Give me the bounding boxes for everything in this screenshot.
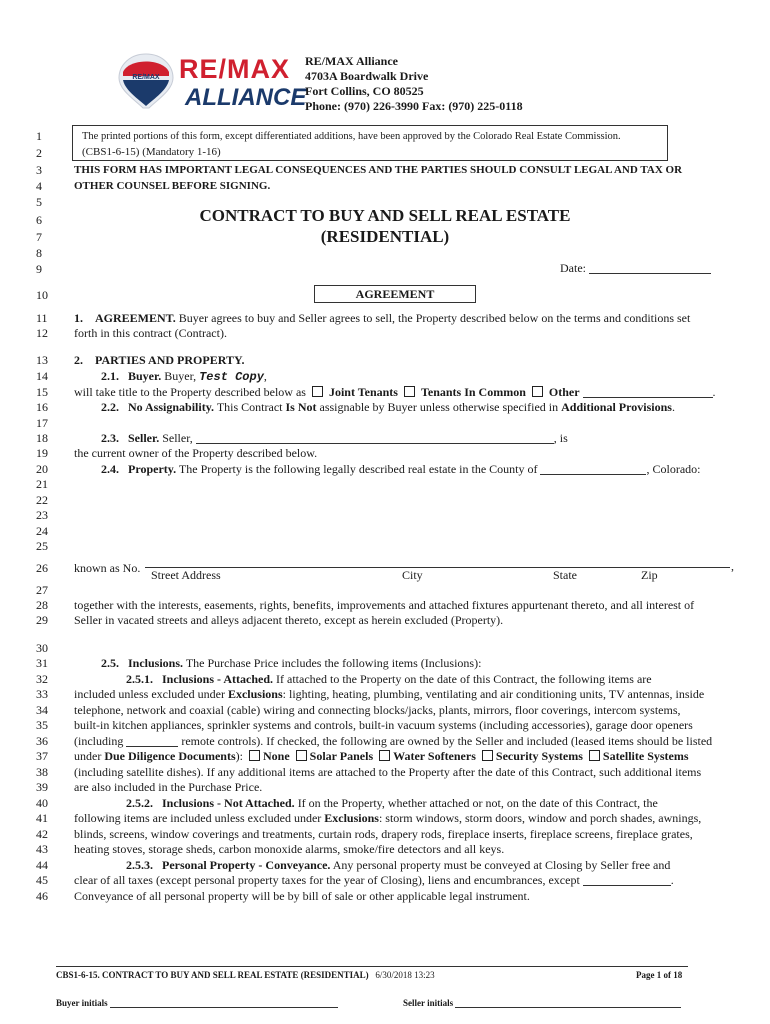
line-36 — [74, 734, 712, 749]
other-input-line[interactable] — [583, 397, 713, 398]
line-number: 40 — [36, 796, 48, 810]
section-1-line-1 — [74, 311, 690, 326]
footer-timestamp: 6/30/2018 13:23 — [375, 970, 435, 980]
date-line[interactable] — [589, 273, 711, 274]
line-number: 34 — [36, 703, 48, 717]
footer-title: CBS1-6-15. CONTRACT TO BUY AND SELL REAL ESTATE (RESIDENTIAL) — [56, 970, 369, 980]
agreement-heading-box — [314, 285, 476, 303]
s1-num: 1. — [74, 311, 83, 325]
s23-line — [101, 431, 568, 446]
l37a: under — [74, 749, 102, 763]
office-phone: Phone: (970) 226-3990 Fax: (970) 225-0118 — [305, 99, 523, 113]
other-checkbox[interactable] — [532, 386, 543, 397]
take-title-text: will take title to the Property described below as — [74, 385, 306, 399]
approval-text: The printed portions of this form, except differentiated additions, have been approved by the Colorado Real Estate Commission. — [82, 131, 621, 142]
line-number: 11 — [36, 311, 48, 325]
line-number: 26 — [36, 561, 48, 575]
s24-text: The Property is the following legally described real estate in the County of — [178, 462, 538, 476]
l41c: : storm windows, storm doors, window and porch shades, awnings, — [378, 811, 702, 825]
line-41 — [74, 811, 701, 826]
line-33 — [74, 687, 704, 702]
s22-text1: This Contract — [216, 400, 283, 414]
s24-end: , Colorado: — [646, 462, 701, 476]
office-info — [305, 54, 523, 114]
s23-head: Seller. — [128, 431, 160, 445]
line-number: 3 — [36, 163, 42, 177]
s25-text: The Purchase Price includes the following items (Inclusions): — [185, 656, 482, 670]
solar-panels-label: Solar Panels — [309, 749, 374, 763]
brand-alliance: ALLIANCE — [185, 84, 307, 111]
title-options-line: will take title to the Property described below as Joint Tenants Tenants In Common Other . — [74, 385, 716, 399]
buyer-initials[interactable] — [56, 998, 338, 1008]
line-number: 17 — [36, 416, 48, 430]
s24-line — [101, 462, 700, 477]
s21-num: 2.1. — [101, 369, 119, 383]
line-number: 44 — [36, 858, 48, 872]
line-number: 18 — [36, 431, 48, 445]
s22-line — [101, 400, 675, 415]
line-number: 20 — [36, 462, 48, 476]
seller-initials-label: Seller initials — [403, 998, 454, 1008]
none-label: None — [263, 749, 290, 763]
office-name: RE/MAX Alliance — [305, 54, 398, 68]
line-number: 13 — [36, 353, 48, 367]
s24-head: Property. — [128, 462, 177, 476]
line-number: 29 — [36, 613, 48, 627]
line-number: 41 — [36, 811, 48, 825]
l36a: (including — [74, 734, 124, 748]
s23-is: , is — [553, 431, 568, 445]
together-line-1: together with the interests, easements, rights, benefits, improvements and attached fixtures appurtenant thereto, and all interest of — [74, 598, 695, 612]
s22-additional-provisions: Additional Provisions — [561, 400, 672, 414]
line-number: 37 — [36, 749, 48, 763]
security-systems-checkbox[interactable] — [482, 750, 493, 761]
l33-exclusions: Exclusions — [227, 687, 283, 701]
s23-num: 2.3. — [101, 431, 119, 445]
balloon-icon — [115, 50, 177, 112]
s253-head: Personal Property - Conveyance. — [162, 858, 331, 872]
joint-tenants-checkbox[interactable] — [312, 386, 323, 397]
city-label: City — [402, 568, 423, 582]
line-number: 45 — [36, 873, 48, 887]
l33a: included unless excluded under — [74, 687, 225, 701]
s25-head: Inclusions. — [128, 656, 184, 670]
buyer-initials-line[interactable] — [110, 1007, 338, 1008]
form-code: (CBS1-6-15) (Mandatory 1-16) — [82, 146, 221, 158]
satellite-systems-label: Satellite Systems — [602, 749, 689, 763]
together-line-2: Seller in vacated streets and alleys adjacent thereto, except as herein excluded (Property). — [74, 613, 504, 627]
line-number: 2 — [36, 146, 42, 160]
line-43: heating stoves, storage sheds, carbon monoxide alarms, smoke/fire detectors and all keys. — [74, 842, 505, 856]
other-label: Other — [548, 385, 580, 399]
l37c: ): — [235, 749, 243, 763]
seller-initials-line[interactable] — [455, 1007, 681, 1008]
line-number: 4 — [36, 179, 42, 193]
s253-line — [126, 858, 670, 873]
line-number: 32 — [36, 672, 48, 686]
s23-text: Seller, — [162, 431, 193, 445]
line-number: 19 — [36, 446, 48, 460]
line-37 — [74, 749, 689, 764]
s251-head: Inclusions - Attached. — [162, 672, 274, 686]
s252-text: If on the Property, whether attached or not, on the date of this Contract, the — [297, 796, 658, 810]
s251-line — [126, 672, 652, 687]
line-number: 36 — [36, 734, 48, 748]
s21-line — [101, 369, 267, 385]
footer-form-title — [56, 970, 435, 980]
line-46: Conveyance of all personal property will be by bill of sale or other applicable legal instrument. — [74, 889, 530, 903]
line-number: 23 — [36, 508, 48, 522]
s1-head: AGREEMENT. — [95, 311, 176, 325]
line-number: 31 — [36, 656, 48, 670]
s25-line — [101, 656, 481, 671]
agreement-heading: AGREEMENT — [355, 287, 435, 301]
s24-num: 2.4. — [101, 462, 119, 476]
line-number: 5 — [36, 195, 42, 209]
line-35: built-in kitchen appliances, sprinkler systems and controls, built-in vacuum systems (including accessories), garage door openers — [74, 718, 693, 732]
s22-is-not: Is Not — [285, 400, 317, 414]
l45a: clear of all taxes (except personal property taxes for the year of Closing), liens and encumbrances, except — [74, 873, 580, 887]
line-39: are also included in the Purchase Price. — [74, 780, 263, 794]
security-systems-label: Security Systems — [495, 749, 583, 763]
s253-num: 2.5.3. — [126, 858, 153, 872]
date-label: Date: — [560, 261, 586, 275]
line-number: 25 — [36, 539, 48, 553]
line-number: 21 — [36, 477, 48, 491]
office-address: 4703A Boardwalk Drive — [305, 69, 429, 83]
l37-due-diligence: Due Diligence Documents — [104, 749, 236, 763]
seller-initials[interactable] — [403, 998, 681, 1008]
brand-remax: RE/MAX — [179, 54, 291, 84]
line-34: telephone, network and coaxial (cable) wiring and connecting blocks/jacks, plants, mirrors, floor coverings, intercom systems, — [74, 703, 681, 717]
line-number: 46 — [36, 889, 48, 903]
s251-num: 2.5.1. — [126, 672, 153, 686]
line-45 — [74, 873, 674, 888]
s21-comma: , — [263, 369, 267, 383]
line-number: 6 — [36, 213, 42, 227]
s22-end: . — [671, 400, 675, 414]
l41-exclusions: Exclusions — [324, 811, 379, 825]
s252-head: Inclusions - Not Attached. — [162, 796, 295, 810]
water-softeners-label: Water Softeners — [393, 749, 476, 763]
date-field[interactable] — [560, 261, 711, 276]
s251-text: If attached to the Property on the date of this Contract, the following items are — [276, 672, 652, 686]
s252-line — [126, 796, 658, 811]
line-number: 30 — [36, 641, 48, 655]
tenants-in-common-label: Tenants In Common — [420, 385, 526, 399]
s253-text: Any personal property must be conveyed at Closing by Seller free and — [332, 858, 671, 872]
line-number: 35 — [36, 718, 48, 732]
known-as-label: known as No. — [74, 561, 141, 575]
balloon-text: RE/MAX — [132, 74, 160, 81]
line-number: 33 — [36, 687, 48, 701]
s22-num: 2.2. — [101, 400, 119, 414]
buyer-name-field[interactable]: Test Copy — [199, 370, 264, 384]
water-softeners-checkbox[interactable] — [379, 750, 390, 761]
s21-text: Buyer, — [164, 369, 197, 383]
l36b: remote controls). If checked, the following are owned by the Seller and included (leased items should be listed — [181, 734, 713, 748]
s22-head: No Assignability. — [128, 400, 215, 414]
line-number: 43 — [36, 842, 48, 856]
line-number: 8 — [36, 246, 42, 260]
s252-num: 2.5.2. — [126, 796, 153, 810]
legal-description-area[interactable] — [74, 477, 734, 552]
s23-line2: the current owner of the Property described below. — [74, 446, 318, 460]
footer-rule — [56, 966, 688, 967]
remax-logo — [115, 50, 307, 112]
line-number: 22 — [36, 493, 48, 507]
line-number: 15 — [36, 385, 48, 399]
zip-label: Zip — [641, 568, 658, 582]
none-checkbox[interactable] — [249, 750, 260, 761]
line-42: blinds, screens, window coverings and treatments, curtain rods, drapery rods, fireplace inserts, fireplace screens, fireplace grates, — [74, 827, 693, 841]
solar-panels-checkbox[interactable] — [296, 750, 307, 761]
warning-line-2: OTHER COUNSEL BEFORE SIGNING. — [74, 180, 271, 192]
line-number: 42 — [36, 827, 48, 841]
line-number: 24 — [36, 524, 48, 538]
seller-name-field[interactable] — [196, 443, 554, 444]
line-number: 12 — [36, 326, 48, 340]
l41a: following items are included unless excluded under — [74, 811, 322, 825]
address-comma: , — [731, 559, 734, 573]
line-number: 14 — [36, 369, 48, 383]
s21-head: Buyer. — [128, 369, 162, 383]
line-number: 27 — [36, 583, 48, 597]
state-label: State — [553, 568, 577, 582]
buyer-initials-label: Buyer initials — [56, 998, 108, 1008]
except-field[interactable] — [583, 885, 671, 886]
remote-count-field[interactable] — [126, 746, 178, 747]
street-address-label: Street Address — [151, 568, 221, 582]
tenants-in-common-checkbox[interactable] — [404, 386, 415, 397]
satellite-systems-checkbox[interactable] — [589, 750, 600, 761]
joint-tenants-label: Joint Tenants — [328, 385, 398, 399]
section-2-heading: 2. PARTIES AND PROPERTY. — [74, 353, 245, 367]
line-number: 38 — [36, 765, 48, 779]
s25-num: 2.5. — [101, 656, 119, 670]
line-number: 1 — [36, 129, 42, 143]
warning-line-1: THIS FORM HAS IMPORTANT LEGAL CONSEQUENCES AND THE PARTIES SHOULD CONSULT LEGAL AND TAX OR — [74, 164, 683, 176]
page-title: CONTRACT TO BUY AND SELL REAL ESTATE — [199, 206, 571, 225]
page-subtitle: (RESIDENTIAL) — [320, 227, 450, 246]
footer-page-number: Page 1 of 18 — [636, 970, 683, 980]
line-number: 39 — [36, 780, 48, 794]
s1-text1: Buyer agrees to buy and Seller agrees to sell, the Property described below on the terms and conditions set — [178, 311, 691, 325]
office-city: Fort Collins, CO 80525 — [305, 84, 424, 98]
line-number: 7 — [36, 230, 42, 244]
line-number: 16 — [36, 400, 48, 414]
l33c: : lighting, heating, plumbing, ventilating and air conditioning units, TV antennas, inside — [282, 687, 705, 701]
line-number: 28 — [36, 598, 48, 612]
line-38: (including satellite dishes). If any additional items are attached to the Property after the date of this Contract, such additional items — [74, 765, 702, 779]
s1-text2: forth in this contract (Contract). — [74, 326, 227, 340]
line-number: 10 — [36, 288, 48, 302]
s22-text2: assignable by Buyer unless otherwise specified in — [319, 400, 559, 414]
l45b: . — [670, 873, 674, 887]
county-field[interactable] — [540, 474, 646, 475]
line-number: 9 — [36, 262, 42, 276]
